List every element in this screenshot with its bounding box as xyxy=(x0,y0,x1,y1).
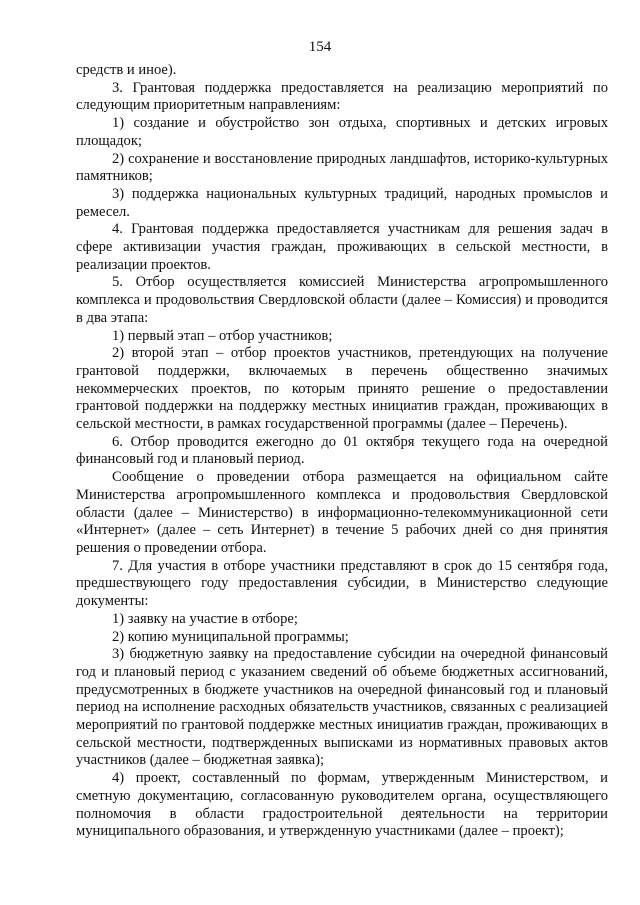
list-item: 1) заявку на участие в отборе; xyxy=(112,610,298,627)
list-item: 2) второй этап – отбор проектов участников, претендующих на получение грантовой поддержки, включаемых в перечень общественно значимых некоммерческих проектов, по которым принято решение о предоставлении грантовой поддержки на поддержку местных инициатив граждан, проживающих в сельской местности, в рамках государственной программы (далее – Перечень). xyxy=(76,345,608,433)
page-number: 154 xyxy=(308,39,332,55)
list-item: 2) копию муниципальной программы; xyxy=(112,628,349,645)
list-item: 3) поддержка национальных культурных традиций, народных промыслов и ремесел. xyxy=(76,185,608,220)
paragraph: средств и иное). xyxy=(76,62,177,78)
list-item: 1) создание и обустройство зон отдыха, спортивных и детских игровых площадок; xyxy=(76,115,608,149)
paragraph: 7. Для участия в отборе участники представляют в срок до 15 сентября года, предшествующего году предоставления субсидии, в Министерство следующие документы: xyxy=(76,557,608,610)
paragraph: Сообщение о проведении отбора размещается на официальном сайте Министерства агропромышленного комплекса и продовольствия Свердловской области (далее – Министерство) в информационно-телекоммуникационной сети «Интернет» (далее – сеть Интернет) в течение 5 рабочих дней со дня принятия решения о проведении отбора. xyxy=(76,469,608,556)
list-item: 4) проект, составленный по формам, утвержденным Министерством, и сметную документацию, согласованную руководителем органа, осуществляющего полномочия в области градостроительной деятельности на территории муниципального образования, и утвержденную участниками (далее – проект); xyxy=(76,770,608,840)
list-item: 3) бюджетную заявку на предоставление субсидии на очередной финансовый год и плановый период с указанием сведений об объеме бюджетных ассигнований, предусмотренных в бюджете участников на очередной финансовый год и плановый период на исполнение расходных обязательств участников, связанных с реализацией мероприятий по грантовой поддержке местных инициатив граждан, проживающих в сельской местности, подтвержденных выписками из нормативных правовых актов участников (далее – бюджетная заявка); xyxy=(76,646,608,769)
paragraph: 3. Грантовая поддержка предоставляется на реализацию мероприятий по следующим приоритетным направлениям: xyxy=(76,79,608,114)
paragraph: 5. Отбор осуществляется комиссией Министерства агропромышленного комплекса и продовольствия Свердловской области (далее – Комиссия) и проводится в два этапа: xyxy=(76,274,608,326)
paragraph: 6. Отбор проводится ежегодно до 01 октября текущего года на очередной финансовый год и плановый период. xyxy=(76,433,608,468)
list-item: 2) сохранение и восстановление природных ландшафтов, историко-культурных памятников; xyxy=(76,150,608,185)
list-item: 1) первый этап – отбор участников; xyxy=(112,327,333,344)
document-body xyxy=(76,62,608,841)
paragraph: 4. Грантовая поддержка предоставляется участникам для решения задач в сфере активизации участия граждан, проживающих в сельской местности, в реализации проектов. xyxy=(76,221,608,273)
